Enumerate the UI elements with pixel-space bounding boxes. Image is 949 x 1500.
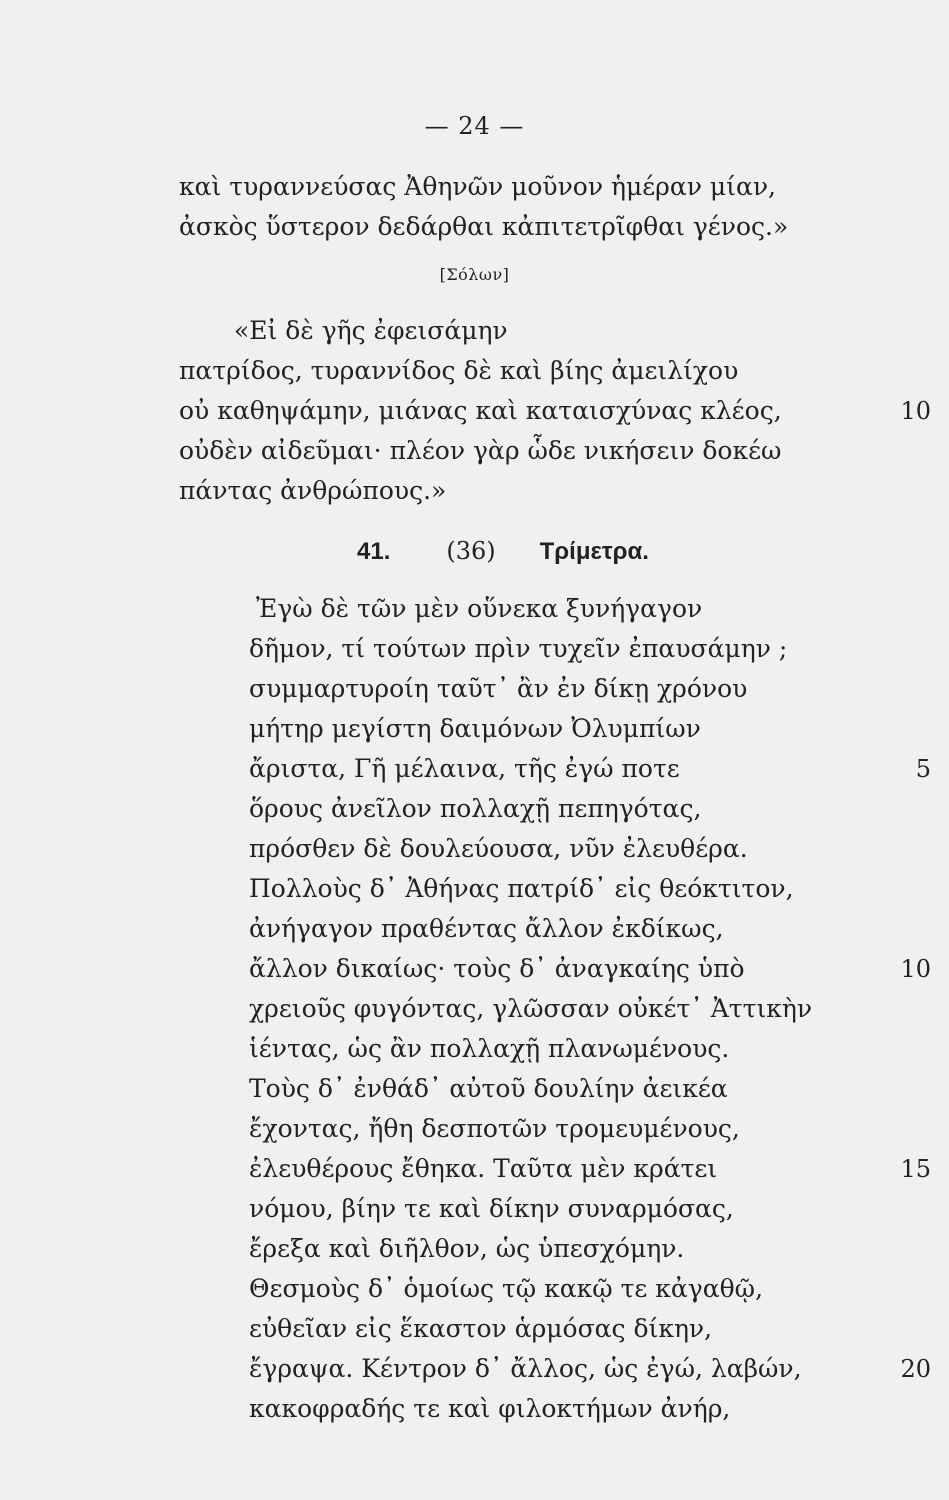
verse-line: κακοφραδής τε καὶ φιλοκτήμων ἀνήρ,	[249, 1394, 731, 1423]
verse-line: οὐ καθηψάμην, μιάνας καὶ καταισχύνας κλέος,	[179, 396, 782, 425]
verse-line: χρειοῦς φυγόντας, γλῶσσαν οὐκέτ᾽ Ἀττικὴν	[249, 994, 813, 1023]
verse-line: «Εἰ δὲ γῆς ἐφεισάμην	[234, 316, 508, 345]
verse-line: εὐθεῖαν εἰς ἕκαστον ἁρμόσας δίκην,	[249, 1314, 713, 1343]
speaker-attribution: [Σόλων]	[439, 265, 510, 284]
verse-line: ἄλλον δικαίως· τοὺς δ᾽ ἀναγκαίης ὑπὸ	[249, 954, 745, 983]
verse-line: ὅρους ἀνεῖλον πολλαχῇ πεπηγότας,	[249, 794, 702, 823]
verse-line: ἱέντας, ὡς ἂν πολλαχῇ πλανωμένους.	[249, 1034, 730, 1063]
verse-line: καὶ τυραννεύσας Ἀθηνῶν μοῦνον ἡμέραν μίαν,	[179, 172, 776, 201]
line-number: 10	[900, 955, 931, 983]
verse-line: Θεσμοὺς δ᾽ ὁμοίως τῷ κακῷ τε κἀγαθῷ,	[249, 1274, 764, 1303]
verse-line: πάντας ἀνθρώπους.»	[179, 476, 447, 505]
line-number: 10	[900, 397, 931, 425]
verse-line: Τοὺς δ᾽ ἐνθάδ᾽ αὐτοῦ δουλίην ἀεικέα	[249, 1074, 728, 1103]
verse-line: πατρίδος, τυραννίδος δὲ καὶ βίης ἀμειλίχου	[179, 356, 739, 385]
verse-line: ἀσκὸς ὕστερον δεδάρθαι κἀπιτετρῖφθαι γένος.»	[179, 212, 789, 241]
verse-line: ἄριστα, Γῆ μέλαινα, τῆς ἐγώ ποτε	[249, 754, 680, 783]
verse-line: δῆμον, τί τούτων πρὶν τυχεῖν ἐπαυσάμην ;	[249, 634, 788, 663]
section-heading	[357, 536, 649, 567]
line-number: 15	[900, 1155, 931, 1183]
verse-line: οὐδὲν αἰδεῦμαι· πλέον γὰρ ὧδε νικήσειν δοκέω	[179, 436, 782, 465]
page-number: — 24 —	[424, 112, 525, 140]
verse-line: νόμου, βίην τε καὶ δίκην συναρμόσας,	[249, 1194, 734, 1223]
verse-line: ἔχοντας, ἤθη δεσποτῶν τρομευμένους,	[249, 1114, 740, 1143]
verse-line: ἀνήγαγον πραθέντας ἄλλον ἐκδίκως,	[249, 914, 724, 943]
line-number: 5	[915, 755, 931, 783]
verse-line: ἔγραψα. Κέντρον δ᾽ ἄλλος, ὡς ἐγώ, λαβών,	[249, 1354, 802, 1383]
section-number: 41.	[357, 538, 391, 565]
verse-line: ἐλευθέρους ἔθηκα. Ταῦτα μὲν κράτει	[249, 1154, 718, 1183]
line-number: 20	[900, 1355, 931, 1383]
verse-line: ἔρεξα καὶ διῆλθον, ὡς ὑπεσχόμην.	[249, 1234, 685, 1263]
verse-line: Πολλοὺς δ᾽ Ἀθήνας πατρίδ᾽ εἰς θεόκτιτον,	[249, 874, 794, 903]
verse-line: πρόσθεν δὲ δουλεύουσα, νῦν ἐλευθέρα.	[249, 834, 748, 863]
section-title: Τρίμετρα.	[539, 538, 649, 565]
fragment-number: (36)	[446, 537, 496, 565]
verse-line: συμμαρτυροίη ταῦτ᾽ ἂν ἐν δίκῃ χρόνου	[249, 674, 748, 703]
verse-line: Ἐγὼ δὲ τῶν μὲν οὕνεκα ξυνήγαγον	[256, 594, 703, 623]
verse-line: μήτηρ μεγίστη δαιμόνων Ὀλυμπίων	[249, 714, 701, 743]
